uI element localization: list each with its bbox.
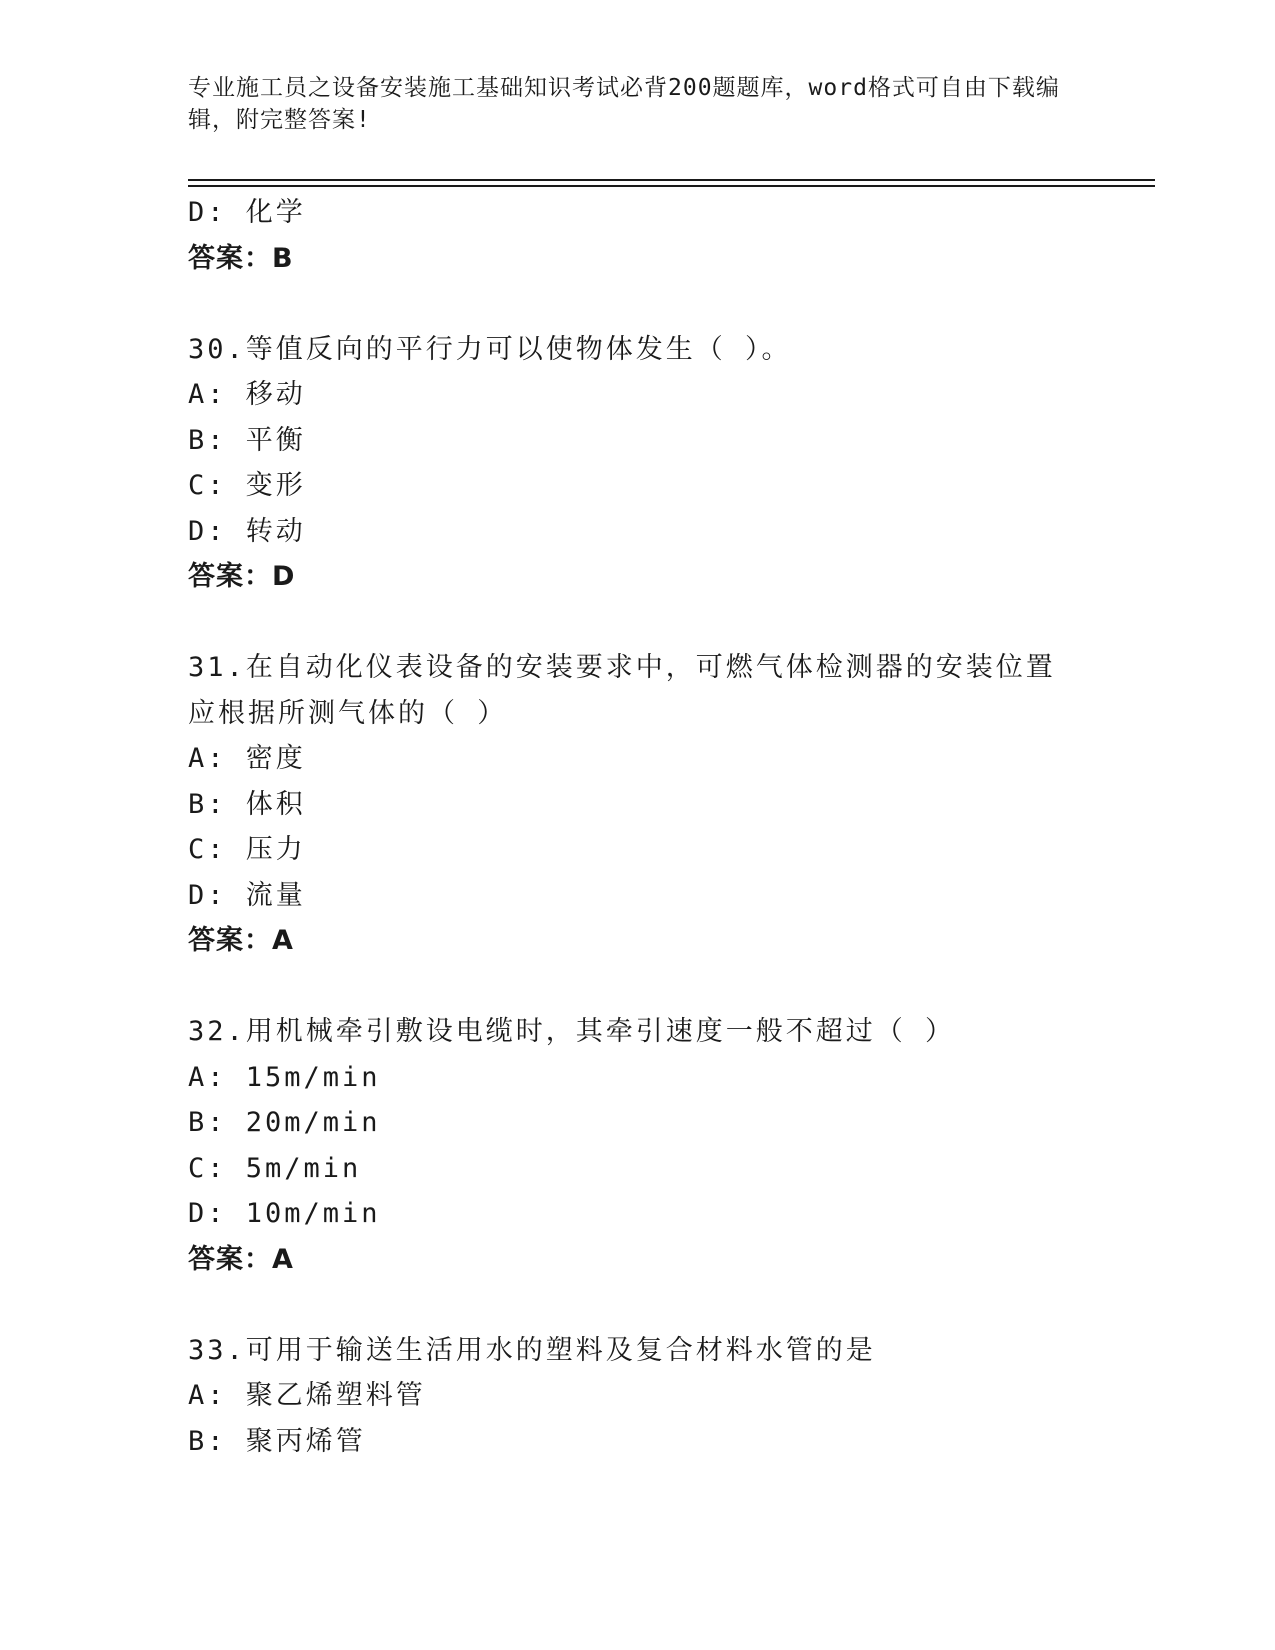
- option-d: D: 10m/min: [188, 1198, 381, 1229]
- question-32: [188, 1009, 1088, 1282]
- option-b: B: 20m/min: [188, 1107, 381, 1138]
- question-30: [188, 327, 1088, 600]
- question-list: [188, 190, 1088, 1464]
- header-divider-top: [188, 179, 1155, 181]
- option-d-previous: D: 化学: [188, 197, 306, 228]
- spacer: [188, 964, 1088, 1010]
- question-stem: 31.在自动化仪表设备的安装要求中，可燃气体检测器的安装位置应根据所测气体的（ ）: [188, 652, 1056, 729]
- option-c: C: 压力: [188, 834, 306, 865]
- option-b: B: 体积: [188, 788, 306, 820]
- option-d: D: 流量: [188, 879, 306, 911]
- option-d: D: 转动: [188, 515, 306, 547]
- option-a: A: 移动: [188, 379, 306, 410]
- question-stem: 32.用机械牵引敷设电缆时，其牵引速度一般不超过（ ）: [188, 1016, 956, 1047]
- question-stem: 33.可用于输送生活用水的塑料及复合材料水管的是: [188, 1334, 876, 1366]
- header-divider-bottom: [188, 185, 1155, 187]
- question-stem: 30.等值反向的平行力可以使物体发生（ ）。: [188, 333, 792, 365]
- answer-previous: 答案：B: [188, 242, 294, 274]
- spacer: [188, 600, 1088, 646]
- question-31: [188, 645, 1088, 964]
- option-a: A: 15m/min: [188, 1061, 381, 1093]
- option-a: A: 聚乙烯塑料管: [188, 1380, 426, 1411]
- spacer: [188, 1282, 1088, 1328]
- option-c: C: 变形: [188, 470, 306, 501]
- spacer: [188, 281, 1088, 327]
- option-c: C: 5m/min: [188, 1152, 362, 1184]
- document-header: 专业施工员之设备安装施工基础知识考试必背200题题库，word格式可自由下载编辑，附完整答案!: [188, 75, 1060, 133]
- option-b: B: 平衡: [188, 424, 306, 456]
- option-a: A: 密度: [188, 743, 306, 774]
- answer: 答案：D: [188, 561, 296, 592]
- option-b: B: 聚丙烯管: [188, 1425, 366, 1457]
- answer: 答案：A: [188, 1243, 294, 1275]
- question-33: [188, 1328, 1088, 1465]
- answer: 答案：A: [188, 925, 294, 956]
